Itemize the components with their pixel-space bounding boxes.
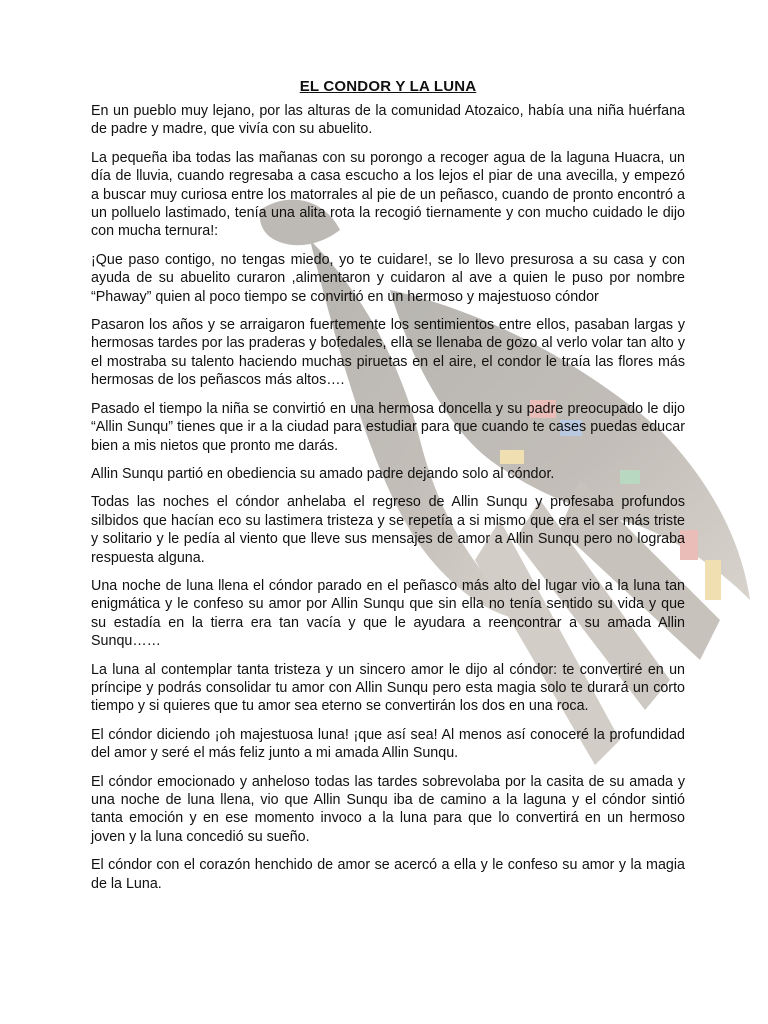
paragraph-4: Pasaron los años y se arraigaron fuertemente los sentimientos entre ellos, pasaban largas y hermosas tardes por las praderas y bofedales, ella se llenaba de gozo al verlo volar tan alto y el mostraba su talento haciendo muchas piruetas en el aire, el condor le traía las flores más hermosas de los peñascos más altos…. [91, 317, 685, 389]
paragraph-8: Una noche de luna llena el cóndor parado en el peñasco más alto del lugar vio a la luna tan enigmática y le confeso su amor por Allin Sunqu que sin ella no tenía sentido su vida y que su estadía en la tierra era tan vacía y que le ayudara a reencontrar a su amada Allin Sunqu…… [91, 577, 685, 650]
paragraph-9: La luna al contemplar tanta tristeza y un sincero amor le dijo al cóndor: te convertiré en un príncipe y podrás consolidar tu amor con Allin Sunqu pero esta magia solo te durará un corto tiempo y si quieres que tu amor sea eterno se convertirán los dos en una roca. [91, 661, 685, 715]
paragraph-5: Pasado el tiempo la niña se convirtió en una hermosa doncella y su padre preocupado le dijo “Allin Sunqu” tienes que ir a la ciudad para estudiar para que cuando te cases puedas educar bien a mis nietos que pronto me darás. [91, 400, 685, 454]
document-title: EL CONDOR Y LA LUNA [299, 78, 477, 95]
paragraph-11: El cóndor emocionado y anheloso todas las tardes sobrevolaba por la casita de su amada y una noche de luna llena, vio que Allin Sunqu iba de camino a la laguna y el cóndor sintió tanta emoción y en ese momento invoco a la luna para que lo convertirá en un hermoso joven y la luna concedió su sueño. [91, 773, 685, 845]
paragraph-3: ¡Que paso contigo, no tengas miedo, yo te cuidare!, se lo llevo presurosa a su casa y con ayuda de su abuelito curaron ,alimentaron y cuidaron al ave a quien le puso por nombre “Phaway” quien al poco tiempo se convirtió en un hermoso y majestuoso cóndor [91, 251, 685, 305]
paragraph-6: Allin Sunqu partió en obediencia su amado padre dejando solo al cóndor. [91, 465, 555, 482]
paragraph-1: En un pueblo muy lejano, por las alturas de la comunidad Atozaico, había una niña huérfana de padre y madre, que vivía con su abuelito. [91, 103, 685, 138]
paragraph-10: El cóndor diciendo ¡oh majestuosa luna! ¡que así sea! Al menos así conoceré la profundidad del amor y seré el más feliz junto a mi amada Allin Sunqu. [91, 726, 685, 762]
paragraph-7: Todas las noches el cóndor anhelaba el regreso de Allin Sunqu y profesaba profundos silbidos que hacían eco su lastimera tristeza y se repetía a si mismo que era el ser más triste y solitario y le pedía al viento que lleve sus mensajes de amor a Allin Sunqu pero no lograba respuesta alguna. [91, 494, 685, 566]
paragraph-12: El cóndor con el corazón henchido de amor se acercó a ella y le confeso su amor y la magia de la Luna. [91, 857, 685, 892]
paragraph-2: La pequeña iba todas las mañanas con su porongo a recoger agua de la laguna Huacra, un día de lluvia, cuando regresaba a casa escucho a los lejos el piar de una avecilla, y empezó a buscar muy curiosa entre los matorrales al pie de un peñasco, cuando de pronto encontró a un polluelo lastimado, tenía una alita rota la recogió tiernamente y con mucho cuidado le dijo con mucha ternura!: [91, 149, 685, 240]
